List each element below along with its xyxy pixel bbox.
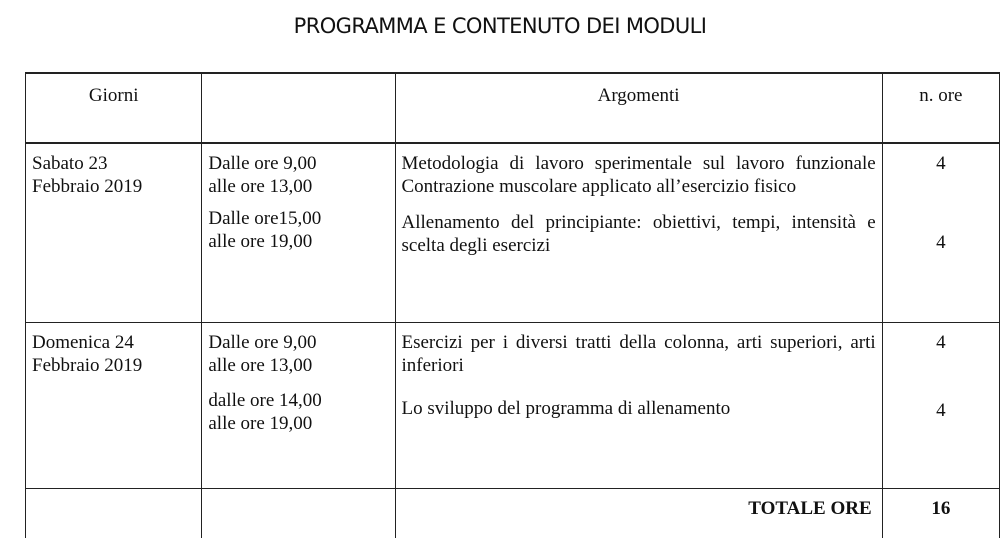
time-start: Dalle ore 9,00 <box>208 332 317 353</box>
day-month-year: Febbraio 2019 <box>32 355 143 376</box>
hours-cell <box>882 143 999 323</box>
topic-text: Esercizi per i diversi tratti della colonna, arti superiori, arti inferiori <box>401 332 876 376</box>
header-topics: Argomenti <box>395 73 882 143</box>
time-slot <box>208 331 388 377</box>
time-slot <box>208 389 388 435</box>
page-title: PROGRAMMA E CONTENUTO DEI MODULI <box>293 14 707 38</box>
topics-cell <box>395 323 882 489</box>
table-header-row <box>26 73 1000 143</box>
time-end: alle ore 13,00 <box>208 355 313 376</box>
day-cell <box>26 143 202 323</box>
time-end: alle ore 19,00 <box>208 231 313 252</box>
table-row <box>26 143 1000 323</box>
topic-text: Lo sviluppo del programma di allenamento <box>401 398 731 419</box>
time-slot <box>208 152 388 198</box>
topics-cell <box>395 143 882 323</box>
hours-value: 4 <box>936 332 946 353</box>
hours-value: 4 <box>936 153 946 174</box>
empty-cell <box>26 489 202 538</box>
day-label: Domenica 24 <box>32 332 134 353</box>
day-label: Sabato 23 <box>32 153 108 174</box>
time-slot <box>208 207 388 253</box>
day-cell <box>26 323 202 489</box>
topic-text: Metodologia di lavoro sperimentale sul lavoro funzionale Contrazione muscolare applicato all’esercizio fisico <box>401 153 876 197</box>
topic-text: Allenamento del principiante: obiettivi, tempi, intensità e scelta degli esercizi <box>401 212 876 256</box>
times-cell <box>202 143 395 323</box>
hours-cell <box>882 323 999 489</box>
time-end: alle ore 19,00 <box>208 413 313 434</box>
header-hours: n. ore <box>882 73 999 143</box>
time-start: Dalle ore15,00 <box>208 208 322 229</box>
times-cell <box>202 323 395 489</box>
total-value: 16 <box>882 489 999 538</box>
total-row <box>26 489 1000 538</box>
total-label: TOTALE ORE <box>395 489 882 538</box>
hours-value: 4 <box>936 400 946 421</box>
header-days: Giorni <box>26 73 202 143</box>
table-row <box>26 323 1000 489</box>
empty-cell <box>202 489 395 538</box>
day-month-year: Febbraio 2019 <box>32 176 143 197</box>
header-times <box>202 73 395 143</box>
time-start: dalle ore 14,00 <box>208 390 322 411</box>
time-end: alle ore 13,00 <box>208 176 313 197</box>
time-start: Dalle ore 9,00 <box>208 153 317 174</box>
schedule-table <box>25 72 1000 538</box>
hours-value: 4 <box>936 232 946 253</box>
